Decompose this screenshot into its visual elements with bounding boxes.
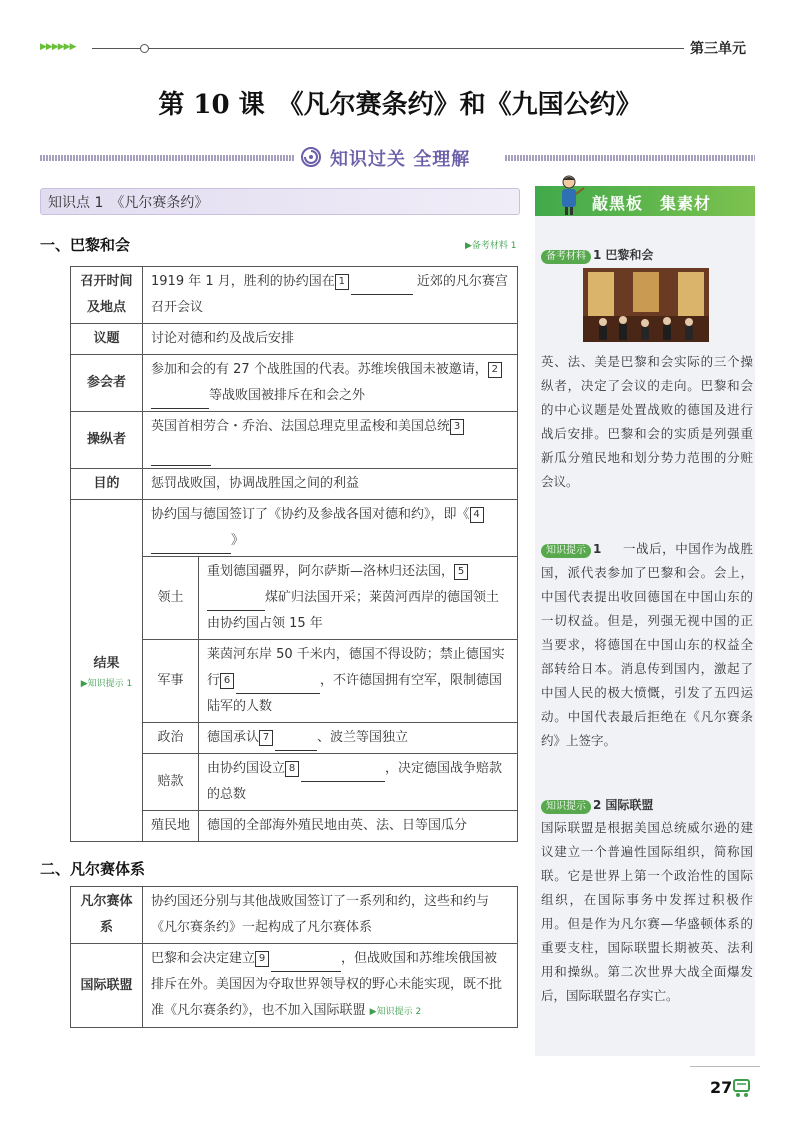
swirl-icon bbox=[300, 146, 322, 168]
row-content-league: 巴黎和会决定建立 9 ，但战败国和苏维埃俄国被排斥在外。美国因为夺取世界领导权的野心未能实现，既不批准《凡尔赛条约》，也不加入国际联盟 ▶知识提示 2 bbox=[143, 944, 518, 1028]
page-number: 27 bbox=[710, 1078, 733, 1097]
table-row bbox=[71, 412, 518, 469]
paris-conference-table bbox=[70, 266, 518, 842]
row-label-purpose: 目的 bbox=[71, 469, 143, 500]
answer-blank[interactable] bbox=[207, 610, 265, 611]
table-row bbox=[71, 355, 518, 412]
row-content-system: 协约国还分别与其他战败国签订了一系列和约，这些和约与《凡尔赛条约》一起构成了凡尔赛体系 bbox=[143, 887, 518, 944]
result-hint: ▶知识提示 1 bbox=[80, 678, 133, 689]
row-label-system: 凡尔赛体系 bbox=[71, 887, 143, 944]
row-content-participants: 参加和会的有 27 个战胜国的代表。苏维埃俄国未被邀请， 2等战败国被排斥在和会之外 bbox=[143, 355, 518, 412]
sub-label-politics: 政治 bbox=[143, 723, 199, 754]
unit-label: 第三单元 bbox=[690, 41, 746, 57]
blank-number: 1 bbox=[335, 274, 349, 290]
sub-content-reparations: 由协约国设立 8 ，决定德国战争赔款的总数 bbox=[199, 754, 518, 811]
sidebar-tag-material bbox=[541, 244, 653, 264]
sidebar-text-material: 英、法、美是巴黎和会实际的三个操纵者，决定了会议的走向。巴黎和会的中心议题是处置战败的德国及进行战后安排。巴黎和会的实质是列强重新瓜分殖民地和划分势力范围的分赃会议。 bbox=[541, 354, 753, 489]
blank-number: 8 bbox=[285, 761, 299, 777]
blank-number: 3 bbox=[450, 419, 464, 435]
row-label-topic: 议题 bbox=[71, 324, 143, 355]
sub-content-politics: 德国承认 7 、波兰等国独立 bbox=[199, 723, 518, 754]
blank-number: 9 bbox=[255, 951, 269, 967]
answer-blank[interactable] bbox=[151, 408, 209, 409]
tag-title: 巴黎和会 bbox=[605, 248, 654, 262]
sidebar-text-hint2: 国际联盟是根据美国总统威尔逊的建议建立一个普遍性国际组织，简称国联。它是世界上第一个政治性的国际组织，在国际事务中发挥过积极作用。但是作为凡尔赛—华盛顿体系的重要支柱，国际联盟长期被英、法利用和操纵。第二次世界大战全面爆发后，国际联盟名存实亡。 bbox=[541, 820, 753, 1003]
blank-number: 4 bbox=[470, 507, 484, 523]
answer-blank[interactable] bbox=[301, 781, 385, 782]
sub-label-territory: 领土 bbox=[143, 557, 199, 640]
banner-band-right bbox=[505, 155, 755, 161]
answer-blank[interactable] bbox=[275, 750, 317, 751]
tag-label: 备考材料 bbox=[541, 250, 591, 264]
lesson-title: 第 10 课 《凡尔赛条约》和《九国公约》 bbox=[158, 90, 642, 120]
versailles-system-table bbox=[70, 886, 518, 1028]
teacher-icon bbox=[555, 174, 585, 216]
table-row bbox=[71, 267, 518, 324]
sub-label-colonies: 殖民地 bbox=[143, 811, 199, 842]
sidebar-text-hint1: 一战后，中国作为战胜国，派代表参加了巴黎和会。会上，中国代表提出收回德国在中国山东的一切权益。但是，列强无视中国的正当要求，将德国在中国山东的权益全部转给日本。消息传到国内，激起了中国人民的极大愤慨，引发了五四运动。中国代表最后拒绝在《凡尔赛条约》上签字。 bbox=[541, 541, 753, 748]
sidebar-tag-hint2 bbox=[541, 794, 653, 814]
sub-label-military: 军事 bbox=[143, 640, 199, 723]
blank-number: 2 bbox=[488, 362, 502, 378]
tag-title: 国际联盟 bbox=[605, 798, 654, 812]
table-row bbox=[71, 324, 518, 355]
table-row bbox=[71, 887, 518, 944]
banner-band-left bbox=[40, 155, 295, 161]
table-row bbox=[71, 500, 518, 557]
cart-icon bbox=[732, 1076, 752, 1098]
answer-blank[interactable] bbox=[271, 971, 341, 972]
row-content-purpose: 惩罚战败国，协调战胜国之间的利益 bbox=[143, 469, 518, 500]
row-label-result: 结果 ▶知识提示 1 bbox=[71, 500, 143, 842]
blank-number: 6 bbox=[220, 673, 234, 689]
answer-blank[interactable] bbox=[151, 465, 211, 466]
sub-content-colonies: 德国的全部海外殖民地由英、法、日等国瓜分 bbox=[199, 811, 518, 842]
table-row bbox=[71, 944, 518, 1028]
answer-blank[interactable] bbox=[351, 294, 413, 295]
row-label-participants: 参会者 bbox=[71, 355, 143, 412]
part1-ref: ▶备考材料 1 bbox=[465, 241, 517, 251]
blank-number: 5 bbox=[454, 564, 468, 580]
tag-number: 1 bbox=[593, 542, 602, 556]
part1-heading: 一、巴黎和会 bbox=[40, 236, 131, 254]
row-label-league: 国际联盟 bbox=[71, 944, 143, 1028]
part2-heading: 二、凡尔赛体系 bbox=[40, 860, 146, 878]
tag-label: 知识提示 bbox=[541, 544, 591, 558]
sub-content-territory: 重划德国疆界，阿尔萨斯—洛林归还法国， 5煤矿归法国开采；莱茵河西岸的德国领土由协约国占领 15 年 bbox=[199, 557, 518, 640]
header-rule bbox=[92, 48, 684, 49]
header-rule-dot bbox=[140, 44, 149, 53]
knowledge-point-title: 知识点 1 《凡尔赛条约》 bbox=[48, 195, 209, 211]
row-content-controllers: 英国首相劳合・乔治、法国总理克里孟梭和美国总统 3 bbox=[143, 412, 518, 469]
paris-conference-painting bbox=[583, 268, 709, 342]
league-hint: ▶知识提示 2 bbox=[369, 1007, 422, 1017]
blank-number: 7 bbox=[259, 730, 273, 746]
sub-label-reparations: 赔款 bbox=[143, 754, 199, 811]
sub-content-military: 莱茵河东岸 50 千米内，德国不得设防；禁止德国实行 6 ，不许德国拥有空军，限制德国陆军的人数 bbox=[199, 640, 518, 723]
section-banner: 知识过关 全理解 bbox=[330, 149, 471, 170]
row-label-controllers: 操纵者 bbox=[71, 412, 143, 469]
row-content-result-intro: 协约国与德国签订了《协约及参战各国对德和约》，即《 4》 bbox=[143, 500, 518, 557]
answer-blank[interactable] bbox=[151, 553, 231, 554]
tag-number: 1 bbox=[593, 248, 602, 262]
header-arrows: ▶▶▶▶▶▶ bbox=[40, 42, 76, 52]
tag-number: 2 bbox=[593, 798, 602, 812]
sidebar-header-text: 敲黑板 集素材 bbox=[592, 194, 712, 213]
row-content-topic: 讨论对德和约及战后安排 bbox=[143, 324, 518, 355]
row-label-time: 召开时间及地点 bbox=[71, 267, 143, 324]
table-row bbox=[71, 469, 518, 500]
row-content-time: 1919 年 1 月，胜利的协约国在 1 近郊的凡尔赛宫召开会议 bbox=[143, 267, 518, 324]
answer-blank[interactable] bbox=[236, 693, 320, 694]
tag-label: 知识提示 bbox=[541, 800, 591, 814]
